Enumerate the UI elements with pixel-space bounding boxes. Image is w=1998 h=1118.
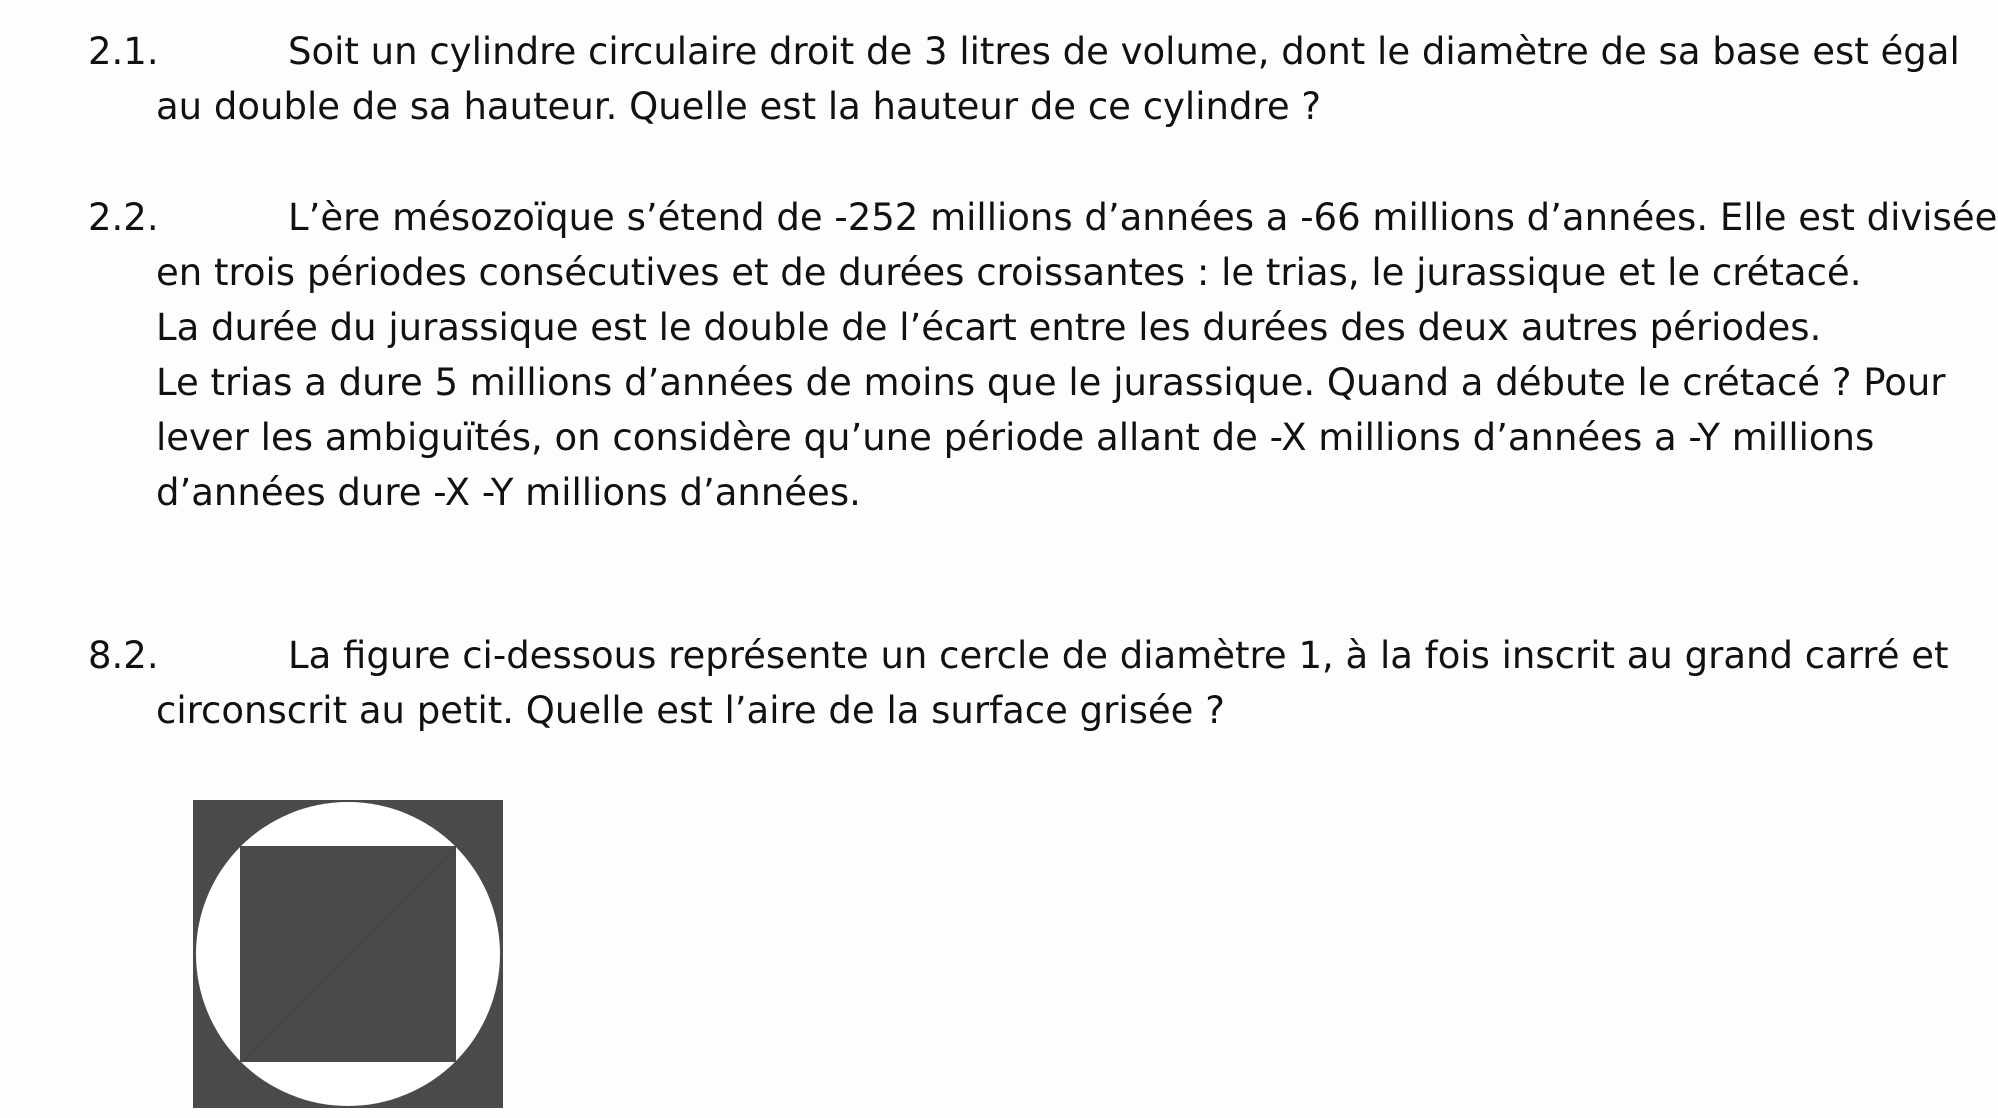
- problem-number: 2.1.: [88, 30, 159, 73]
- problem-line: Soit un cylindre circulaire droit de 3 litres de volume, dont le diamètre de sa base est égal: [288, 30, 1960, 73]
- problem-line: en trois périodes consécutives et de durées croissantes : le trias, le jurassique et le crétacé.: [156, 251, 1862, 294]
- problem-number: 2.2.: [88, 196, 159, 239]
- problem-line: d’années dure -X -Y millions d’années.: [156, 471, 861, 514]
- problem-text: [156, 190, 1998, 520]
- problem-number: 8.2.: [88, 634, 159, 677]
- small-square: [240, 846, 456, 1062]
- problem-line: L’ère mésozoïque s’étend de -252 millions d’années a -66 millions d’années. Elle est divisée: [288, 196, 1998, 239]
- circle-squares-figure: [193, 800, 503, 1108]
- problem-line: lever les ambiguïtés, on considère qu’une période allant de -X millions d’années a -Y millions: [156, 416, 1875, 459]
- problem-line: au double de sa hauteur. Quelle est la hauteur de ce cylindre ?: [156, 85, 1321, 128]
- problem-text: [156, 628, 1956, 738]
- problem-line: circonscrit au petit. Quelle est l’aire de la surface grisée ?: [156, 689, 1225, 732]
- problem-text: [156, 24, 1960, 134]
- problem-line: La figure ci-dessous représente un cercle de diamètre 1, à la fois inscrit au grand carré et: [288, 634, 1949, 677]
- problem-line: Le trias a dure 5 millions d’années de moins que le jurassique. Quand a débute le crétacé ? Pour: [156, 361, 1946, 404]
- problem-line: La durée du jurassique est le double de l’écart entre les durées des deux autres périodes.: [156, 306, 1822, 349]
